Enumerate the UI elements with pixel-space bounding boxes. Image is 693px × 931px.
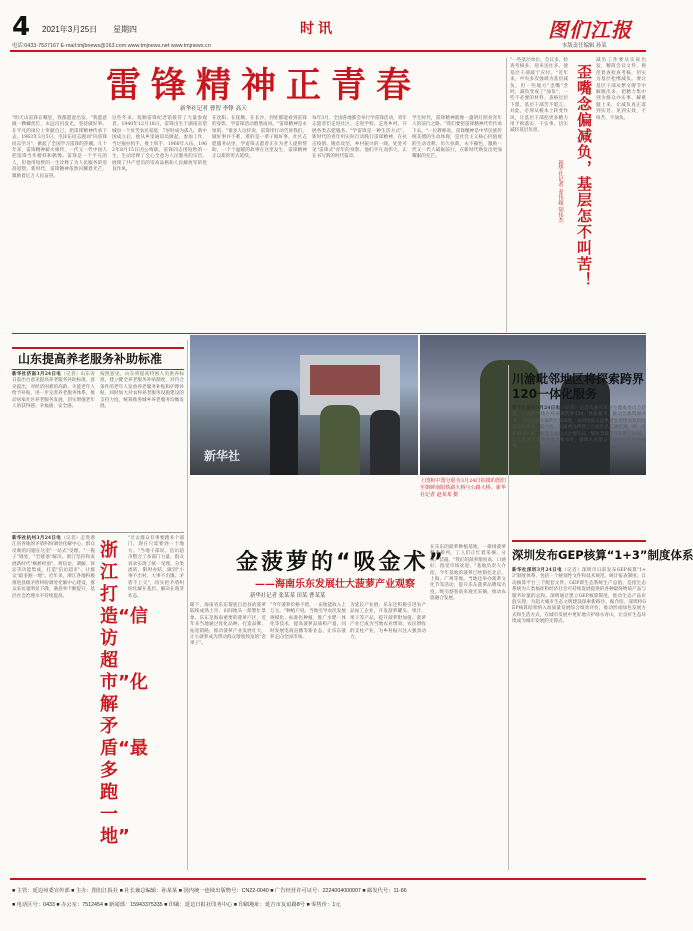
footer-rule: [10, 878, 646, 880]
editor-line: 本版责任编辑 孙某: [562, 43, 607, 49]
lead-body-col2: 这些年来，抚顺雷锋纪念馆接待了大量参观者。1940年12月18日，雷锋出生于湖南省望城县一个贫苦农民家庭，7岁时成为孤儿。新中国成立后，他从乡里通讯员做起，参加工作，当过拖拉机手、推土机手，1960年入伍，1962年8月15日因公殉职。雷锋同志用短暂的一生，生动诠释了全心全意为人民服务的宗旨，展现了共产党员的崇高品格和人民解放军的优良作风。: [112, 116, 207, 173]
zhejiang-top-rule: [12, 532, 184, 533]
page-number: 4: [12, 12, 31, 42]
page-header: [0, 0, 656, 52]
hainan-body-col3: 为延长产业链，乐东还积极引进农产品加工企业，开发菠萝罐头、果汁、果干等产品，提升菠萝附加值。菠萝产业已成为当地农业增效、农民增收的支柱产业，为乡村振兴注入强劲动力。: [350, 603, 426, 641]
sichuan-dateline: 新华社重庆3月24日电: [512, 406, 561, 411]
photo-banner: [310, 365, 380, 395]
issue-weekday: 星期四: [113, 25, 137, 34]
photo-figure-right: [320, 405, 360, 475]
news-photo: [190, 335, 418, 475]
shandong-dateline: 新华社济南3月24日电: [12, 372, 62, 377]
photo-caption: 上图和中图分别为3月24日拍摄的图们至朝鲜南阳铁路大桥与公路大桥。新华社记者 赵某某 摄: [420, 478, 506, 498]
section-title: 时讯: [300, 21, 336, 37]
photo-watermark: 新华社: [204, 449, 241, 463]
contact-line: 电话:0433-7537167 E-mail:tmjbnews@163.com www.tmjnews.net www.tmjnews.cn: [12, 43, 211, 49]
hainan-subheadline: ——海南乐东发展壮大菠萝产业观察: [255, 579, 415, 590]
right-divider: [508, 365, 509, 870]
lead-body-col3: 在沈阳、在抚顺、在长沙，到处都能看到雷锋的身影，学雷锋活动蔚然成风。"雷锋精神是永恒的。"很多人这样说，雷锋用行动告诉我们，做好事并不难，难的是一辈子做好事。社区志愿服务站里，学雷锋志愿者正在为老人提供帮助，一个个温暖的故事在这里发生，雷锋精神正以新的形式延续。: [212, 116, 307, 160]
shenzhen-headline-bar: [512, 540, 646, 542]
lead-body-col5: 学生时代，雷锋精神就像一盏明灯照亮青年人的前行之路。"我们要把雷锋精神代代传承下去。"一位教师说。雷锋精神是中华民族传统美德的生动体现，是社会主义核心价值观的生动诠释，历久弥新，永不褪色，激励一代又一代人砥砺前行，在新时代焕发出更加耀眼的光芒。: [412, 116, 502, 160]
footer-line-1: ■ 主管：延边州委宣传部 ■ 主办：图们江报社 ■ 社长兼总编辑：孙某某 ■ 国内统一连续出版物号：CN22-0040 ■ 广告经营许可证号：2224004000007 ■ 邮发代号：11-86: [12, 888, 407, 894]
issue-date: 2021年3月25日: [42, 25, 98, 34]
shandong-body-2: 按照意见，山东将提高特困人员供养标准，建立健全养老服务补贴制度，对符合条件的老年人发放养老服务补贴和护理补贴，同时加大对农村养老服务设施建设的支持力度，统筹推进城乡养老服务均衡发展。: [100, 372, 184, 410]
mid-rule: [12, 333, 646, 334]
zhejiang-dateline: 新华社杭州3月24日电: [12, 536, 62, 541]
shenzhen-headline: 深圳发布GEP核算“1+3”制度体系: [512, 548, 693, 562]
lead-headline: 雷锋精神正青春: [106, 66, 422, 106]
sichuan-body: 新华社重庆3月24日电（记者）记者从重庆市卫生健康委员会获悉，川渝毗邻地区将探索跨界120一体化服务，推动急救资源共享，实现急救车辆跨区域调度，为两地群众提供更加便捷高效的院前急救服务。据介绍，川渝两地将建立急救信息互通机制，统一急救服务标准，推进急救站点合理布局，缩短急救半径和响应时间，提升区域急救服务能力和水平，保障人民群众生命安全和身体健康。: [512, 406, 646, 450]
shandong-body: 新华社济南3月24日电（记者）山东省日前出台意见提高养老服务补助标准。意见提出，对经济困难的高龄、失能老年人给予补贴，进一步完善养老服务体系，推动居家社区养老服务发展，切实增强老年人的获得感、幸福感、安全感。: [12, 372, 95, 410]
hainan-byline: 新华社记者 张某某 田某 曹某某: [250, 593, 326, 599]
photo-figure-left: [270, 390, 298, 475]
hainan-headline: 金菠萝的“吸金术”: [236, 550, 446, 575]
hainan-body-col2: "今年菠萝价格不错，一亩地能收入上万元。"种植户说。当地引导农民发展规模化、标准化种植，推广水肥一体化等技术，提高菠萝品质和产量，同时发展电商直播等新业态，让乐东菠萝走向全国市场。: [270, 603, 346, 641]
commentary-divider: [506, 58, 507, 332]
zhejiang-headline: 浙江打造“信访超市”化解矛盾“最多跑一地”: [100, 540, 148, 847]
sichuan-headline: 川渝毗邻地区将探索跨界120一体化服务: [512, 372, 645, 401]
masthead-logo: 图们江报: [548, 18, 632, 42]
footer-line-2: ■ 电话区号：0433 ■ 办公室：7512454 ■ 新闻部：15943375335 ■ 印刷：延边日报社印务中心 ■ 印刷地址：延吉市友谊路8号 ■ 零售价：1元: [12, 902, 341, 908]
left-divider: [187, 340, 188, 870]
zhejiang-body-2: "过去群众有事要跑多个部门，现在只需要到一个地方。"当地干部说。信访超市整合了多部门力量，群众诉求实现了统一受理、分类流转、限时办结，做到"小事不出村、大事不出镇、矛盾不上交"，切实把矛盾纠纷化解在基层、解决在萌芽状态。: [128, 536, 184, 599]
shenzhen-body: 新华社深圳3月24日电（记者）深圳市日前发布GEP核算"1+3"制度体系，包括一个统领性文件和技术规范、统计报表制度、自动核算平台三个配套文件。GEP即生态系统生产总值，是指生态系统为人类福祉和经济社会可持续发展提供的各种最终物质产品与服务价值的总和。深圳通过建立GEP核算制度，推动生态产品价值实现，为超大城市生态文明建设探索新路径。据介绍，深圳将GEP核算结果纳入高质量发展综合绩效评价，推动形成绿色发展方式和生活方式，在城市发展中更好地守护绿水青山，让良好生态环境成为城市发展的支撑点。: [512, 568, 647, 625]
lead-body-col4: 每年3月，全国各地都会举行学雷锋活动，青年志愿者们走进社区、走进学校、走进乡村，开展各类志愿服务。"学雷锋是一种生活方式"。新时代的青年用实际行动践行雷锋精神，在抗击疫情、脱贫攻坚、乡村振兴的一线，处处可见"雷锋式"青年的身影。他们平凡而伟大，正在书写新的时代篇章。: [312, 116, 407, 160]
photo-figure-far: [370, 410, 400, 475]
header-rule: [10, 50, 646, 52]
shandong-headline: 山东提高养老服务补助标准: [18, 352, 163, 366]
hainan-body-col4: 在乐东的菠萝种植基地，一排排菠萝整齐排列，工人们正忙着采摘、分拣、装箱。"我们的菠萝甜度高、口感好，很受市场欢迎。"基地负责人介绍，今年基地的菠萝已经销往北京、上海、广州等地。当地还举办菠萝文化节等活动，提升乐东菠萝品牌知名度，吸引游客前来观光采摘，推动农旅融合发展。: [430, 545, 506, 602]
shenzhen-dateline: 新华社深圳3月24日电: [512, 568, 563, 573]
commentary-body-col2: 减负工作要从实际出发，精简会议文件，规范督查检查考核，切实为基层松绑减负。要让基层干部从繁文缛节中解脱出来，把精力集中到为群众办实事、解难题上来，让减负真正落到实处、见到实效，不叫苦、不加负。: [596, 58, 646, 121]
lead-body-col1: "明天山雷锋在哪里，我都愿意出发。"我愿意做一颗螺丝钉，永远闪闪发光，坚持做好事、在平凡的岗位上奉献自己，把雷锋精神传承下去。1963年3月5日，毛泽东同志题词"向雷锋同志学习"，掀起了全国学习雷锋的热潮。几十年来，雷锋精神薪火相传，一代又一代中国人把雷锋当作榜样和偶像。雷锋是一个平凡的人，但他用短暂的一生诠释了为人民服务的崇高思想。新时代，雷锋精神依然闪耀着光芒，激励着亿万人民奋进。: [12, 116, 107, 179]
zhejiang-body: 新华社杭州3月24日电（记者）走进浙江省各地的矛盾纠纷调处化解中心，群众反映的问题在这里"一站式"受理、"一揽子"调处、"全链条"解决。浙江坚持和发展新时代"枫桥经验"，将信访、调解、诉讼等功能集成，打造"信访超市"，让群众"最多跑一地"。近年来，浙江各地积极推进县级矛盾纠纷调处化解中心建设，群众来访量明显下降，满意率不断提升，基层社会治理水平持续提高。: [12, 536, 95, 599]
lead-byline: 新华社记者 曹智 李铮 高天: [180, 106, 247, 112]
commentary-headline: 歪嘴念偏减负，基层怎不叫苦！: [575, 64, 593, 288]
commentary-byline: 新华社记者 姜伟超 胡伟杰: [557, 160, 563, 223]
commentary-body-col1: "一些基层单位，会议多、检查考核多、迎来送往多，使基层干部疲于应付。"近年来，中央多次强调为基层减负，但一些地方"歪嘴"念经，减负变成了"加负"，一些不必要的材料、表格层层下派，基层干部苦不堪言。对此，必须从根本上转变作风，让基层干部把更多精力用于抓落实、干实事，切实减轻基层负担。: [510, 58, 568, 134]
hainan-body-col1: 眼下，海南省乐东黎族自治县的菠萝陆续成熟上市，田间地头一派繁忙景象。乐东是海南重要的菠萝产区，近年来当地通过优化品种、打造品牌、拓宽销路，推动菠萝产业发展壮大，让小菠萝成为带动群众增收致富的"金果子"。: [190, 603, 266, 647]
